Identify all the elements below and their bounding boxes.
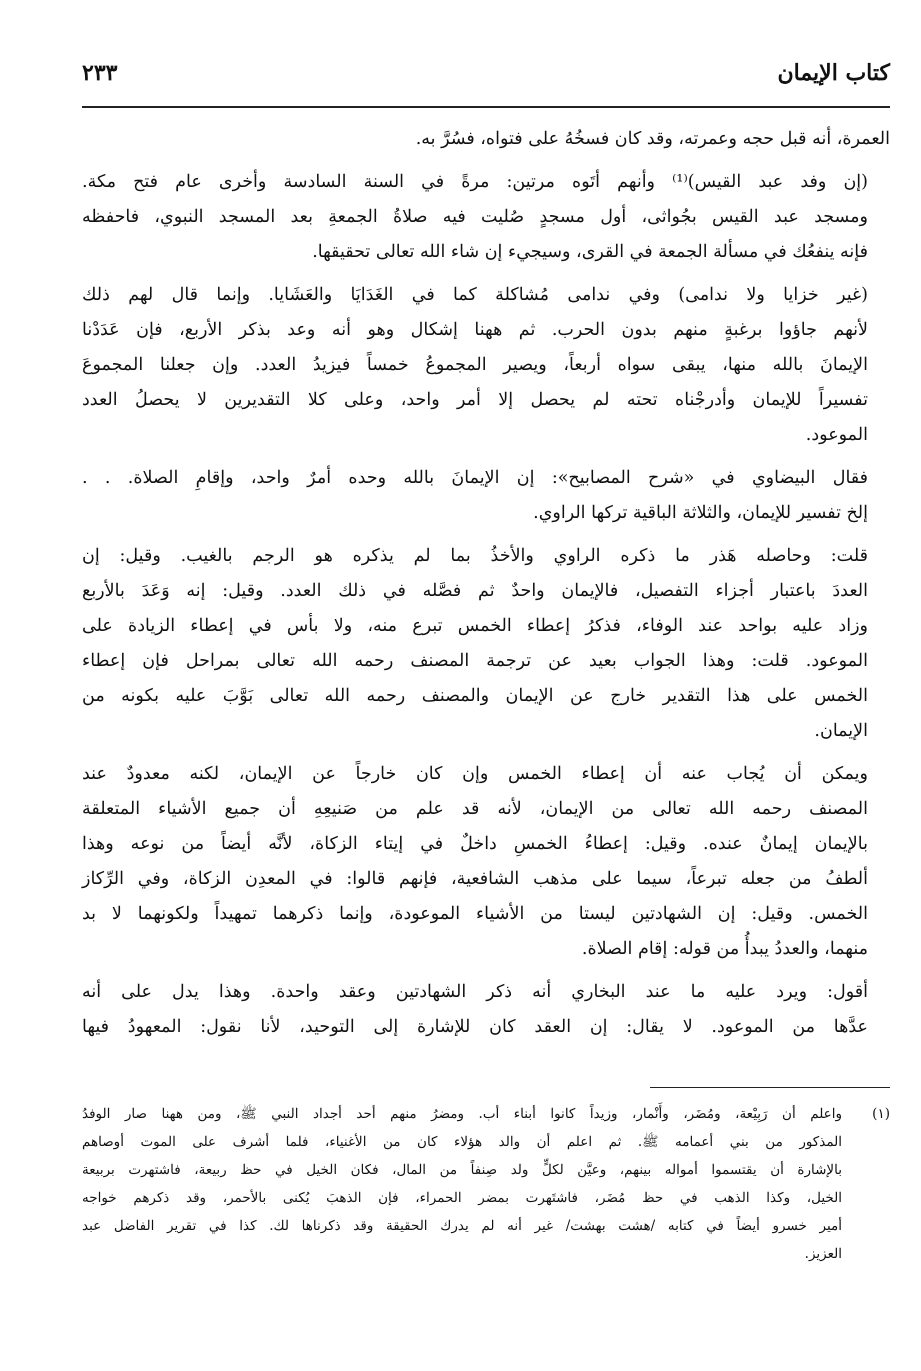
text-line: العمرة، أنه قبل حجه وعمرته، وقد كان فسخُهُ على فتواه، فسُرَّ به. — [415, 129, 890, 149]
text-line: قلت: وحاصله هَذر ما ذكره الراوي والأخذُ بما لم يذكره هو الرجم بالغيب. وقيل: إن — [82, 546, 868, 566]
text-line: ألطفُ من جعله تبرعاً، سيما على مذهب الشافعية، فإنهم قالوا: في المعدِن الزكاة، وفي الرِّكاز — [82, 869, 868, 889]
text-line: منهما، والعددُ يبدأُ من قوله: إقام الصلاة. — [581, 939, 868, 959]
page-number: ٢٣٣ — [82, 60, 118, 86]
text-line: الإيمان. — [814, 721, 868, 741]
footnote-rule — [650, 1087, 890, 1088]
footnote-line: واعلم أن رَبِيْعة، ومُضَر، وأَنْمار، وزيداً كانوا أبناء أب. ومضرُ منهم أحد أجداد النبي ﷺ، ومن ههنا صار الوفدُ — [82, 1106, 842, 1122]
page-header — [82, 60, 890, 100]
text-line: الخمس. وقيل: إن الشهادتين ليستا من الأشياء الموعودة، وإنما ذكرهما تمهيداً ولكونهما لا بد — [82, 904, 868, 924]
text-line: أقول: ويرد عليه ما عند البخاري أنه ذكر الشهادتين وعقد واحدة. وهذا يدل على أنه — [82, 982, 868, 1002]
text-line: بالإيمان إيمانٌ عنده. وقيل: إعطاءُ الخمسِ داخلٌ في إيتاء الزكاة، لأنَّه أيضاً من نوعه وهذا — [82, 834, 868, 854]
footnote-line: المذكور من بني أعمامه ﷺ. ثم اعلم أن والد هؤلاء كان من الأغنياء، فلما أشرف على الموت أوصاهم — [82, 1134, 842, 1150]
text-line: العددَ باعتبار أجزاء التفصيل، فالإيمان واحدٌ ثم فصَّله في ذلك العدد. وقيل: إنه وَعَدَ بالأربع — [82, 581, 868, 601]
paragraph — [82, 975, 890, 1045]
footnote-line: العزيز. — [804, 1246, 842, 1262]
text-line: فقال البيضاوي في «شرح المصابيح»: إن الإيمانَ بالله وحده أمرٌ واحد، وإقامِ الصلاة. . . — [82, 468, 868, 488]
text-line: الموعود. — [805, 425, 868, 445]
text-line: عدَّها من الموعود. لا يقال: إن العقد كان للإشارة إلى التوحيد، لأنا نقول: المعهودُ فيها — [82, 1017, 868, 1037]
footnote-text — [82, 1100, 842, 1268]
footnote-line: أمير خسرو أيضاً في كتابه /هشت بهشت/ غير أنه لم يدرك الحقيقة وقد ذكرناها لك. كذا في تقرير الفاضل عبد — [82, 1218, 842, 1234]
paragraph — [82, 278, 890, 453]
text-line: ومسجد عبد القيس بجُواثى، أول مسجدٍ صُليت فيه صلاةُ الجمعةِ بعد المسجد النبوي، فاحفظه — [82, 207, 868, 227]
text-line: (غير خزايا ولا ندامى) وفي ندامى مُشاكلة كما في الغَدَايَا والعَشَايا. وإنما قال لهم ذلك — [82, 285, 868, 305]
text-line: الموعود. قلت: وهذا الجواب بعيد عن ترجمة المصنف رحمه الله تعالى بمراحل فإن إعطاء — [82, 651, 868, 671]
text-line: ويمكن أن يُجاب عنه أن إعطاء الخمس وإن كان خارجاً عن الإيمان، لكنه معدودٌ عند — [82, 764, 868, 784]
text-line: إلخ تفسير للإيمان، والثلاثة الباقية تركها الراوي. — [533, 503, 868, 523]
text-line: المصنف رحمه الله تعالى من الإيمان، لأنه قد علم من صَنيعِهِ أن جميع الأشياء المتعلقة — [82, 799, 868, 819]
text-line: تفسيراً للإيمان وأدرجْناه تحته لم يحصل إلا أمر واحد، وعلى كلا التقديرين لا يحصلُ العدد — [82, 390, 868, 410]
paragraph — [82, 757, 890, 967]
main-text — [82, 122, 890, 1053]
footnote-number: (١) — [872, 1106, 890, 1122]
footnote-line: بالإشارة أن يقتسموا أمواله بينهم، وعيَّن لكلٍّ ولد صِنفاً من المال، فكان الخيل في حظ ربيعة، فاشتهرت بربيعة — [82, 1162, 842, 1178]
text-line: (إن وفد عبد القيس)⁽¹⁾ وأنهم أتَوه مرتين: مرةً في السنة السادسة وأخرى عام فتح مكة. — [82, 172, 868, 192]
text-line: الخمس على هذا التقدير خارج عن الإيمان والمصنف رحمه الله تعالى بَوَّبَ عليه بكونه من — [82, 686, 868, 706]
paragraph — [82, 165, 890, 270]
paragraph — [82, 461, 890, 531]
footnote — [82, 1100, 890, 1268]
text-line: فإنه ينفعُك في مسألة الجمعة في القرى، وسيجيء إن شاء الله تعالى تحقيقها. — [312, 242, 868, 262]
text-line: الإيمانَ بالله منها، يبقى سواه أربعاً، ويصير المجموعُ خمساً فيزيدُ العدد. وإن جعلنا المجموعَ — [82, 355, 868, 375]
text-line: لأنهم جاؤوا برغبةٍ منهم بدون الحرب. ثم ههنا إشكال وهو أنه وعد بذكر الأربع، فإن عَدَدْنا — [82, 320, 868, 340]
paragraph — [82, 122, 890, 157]
text-line: وزاد عليه بواحد عند الوفاء، فذكرُ إعطاء الخمس تبرع منه، ولا بأس في إعطاء الزيادة على — [82, 616, 868, 636]
header-rule — [82, 106, 890, 108]
running-title: كتاب الإيمان — [777, 60, 890, 86]
footnote-line: الخيل، وكذا الذهب في حظ مُضَر، فاشتَهرت بمضر الحمراء، فإن الذهبَ يُكنى بالأحمر، وقد ذكرهم خواجه — [82, 1190, 842, 1206]
paragraph — [82, 539, 890, 749]
